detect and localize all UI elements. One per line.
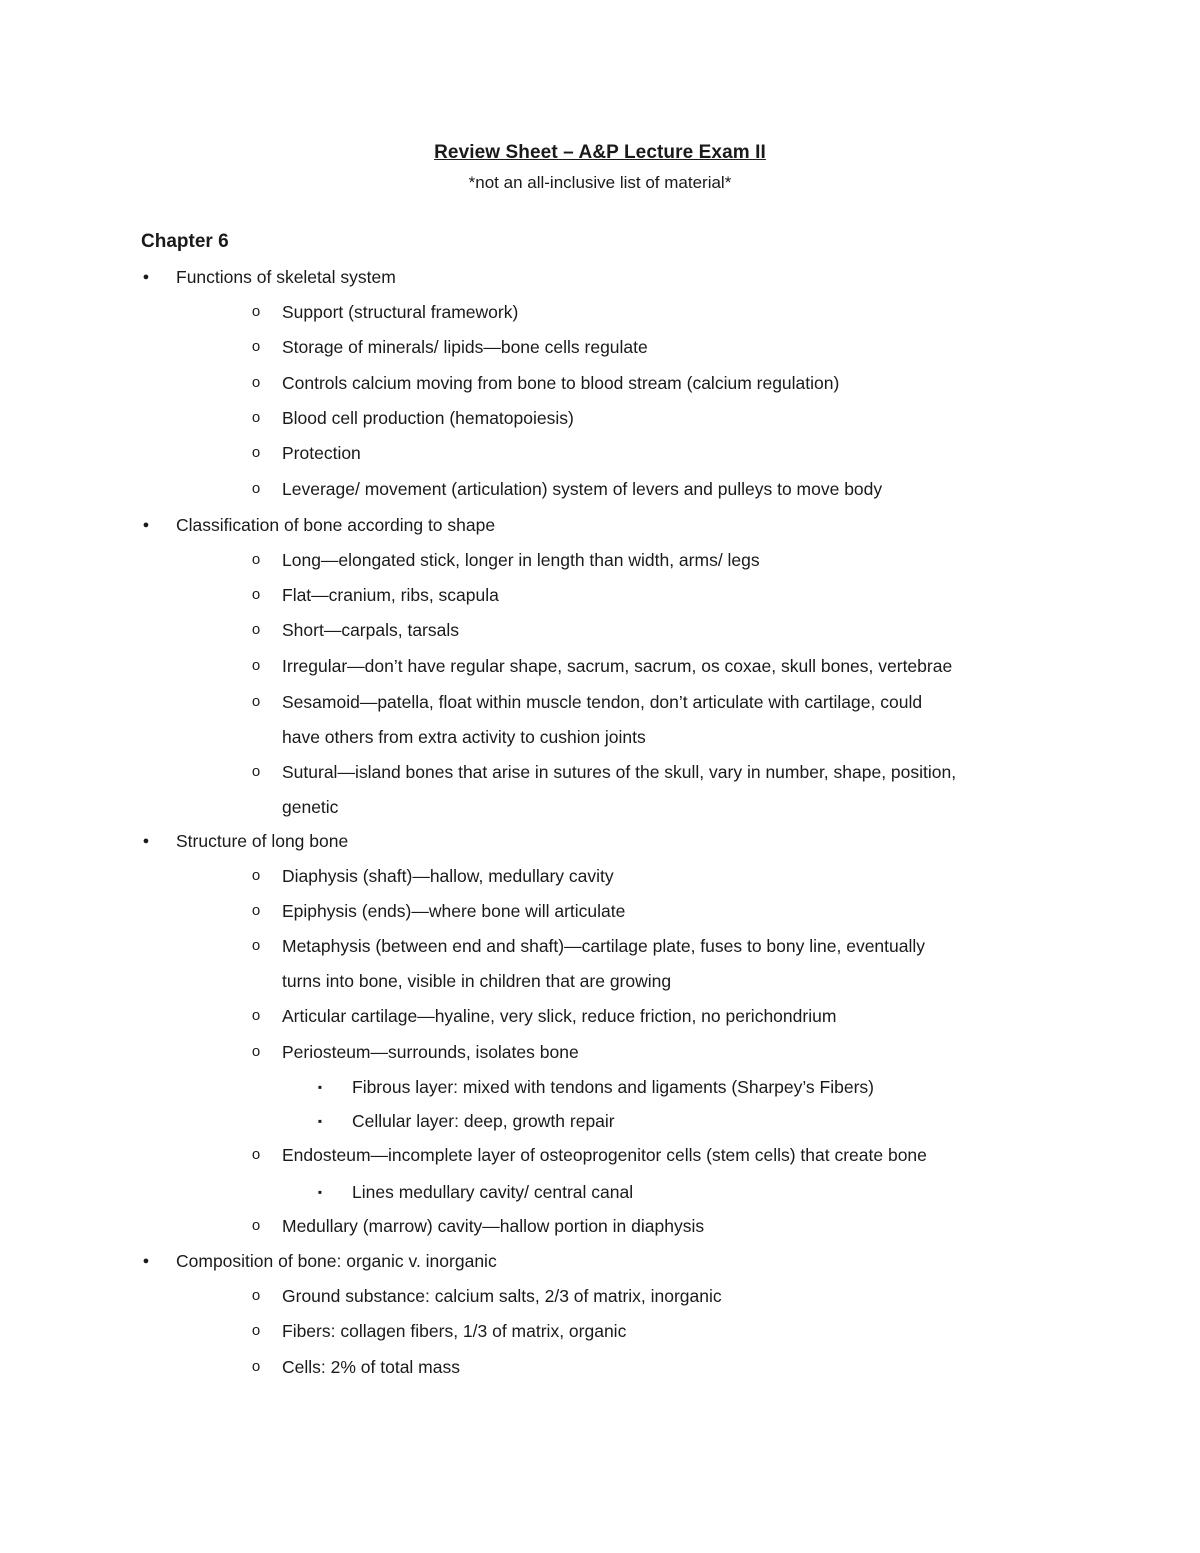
list-item: Metaphysis (between end and shaft)—cartilage plate, fuses to bony line, eventually [282,936,926,956]
circle-bullet-icon: o [251,1007,261,1024]
list-item: have others from extra activity to cushion joints [282,727,646,747]
circle-bullet-icon: o [251,551,261,568]
circle-bullet-icon: o [251,902,261,919]
circle-bullet-icon: o [251,480,261,497]
list-item: Sesamoid—patella, float within muscle tendon, don’t articulate with cartilage, could [282,692,923,712]
list-item: Medullary (marrow) cavity—hallow portion in diaphysis [282,1216,705,1236]
circle-bullet-icon: o [251,374,261,391]
list-item: Structure of long bone [176,831,349,851]
list-item: Composition of bone: organic v. inorganic [176,1251,497,1271]
list-item: genetic [282,797,339,817]
list-item: Cellular layer: deep, growth repair [352,1111,615,1131]
circle-bullet-icon: o [251,338,261,355]
circle-bullet-icon: o [251,1322,261,1339]
list-item: Irregular—don’t have regular shape, sacrum, sacrum, os coxae, skull bones, vertebrae [282,656,953,676]
bullet-icon: ● [142,271,150,283]
list-item: Leverage/ movement (articulation) system of levers and pulleys to move body [282,479,883,499]
list-item: Cells: 2% of total mass [282,1357,460,1377]
circle-bullet-icon: o [251,303,261,320]
bullet-icon: ● [142,835,150,847]
list-item: Storage of minerals/ lipids—bone cells regulate [282,337,648,357]
list-item: Epiphysis (ends)—where bone will articulate [282,901,626,921]
list-item: Short—carpals, tarsals [282,620,460,640]
list-item: Periosteum—surrounds, isolates bone [282,1042,579,1062]
list-item: Classification of bone according to shape [176,515,496,535]
circle-bullet-icon: o [251,1217,261,1234]
list-item: Blood cell production (hematopoiesis) [282,408,574,428]
list-item: Flat—cranium, ribs, scapula [282,585,499,605]
circle-bullet-icon: o [251,409,261,426]
circle-bullet-icon: o [251,763,261,780]
list-item: Protection [282,443,361,463]
list-item: turns into bone, visible in children that are growing [282,971,672,991]
circle-bullet-icon: o [251,586,261,603]
chapter-heading: Chapter 6 [141,231,229,252]
list-item: Support (structural framework) [282,302,519,322]
circle-bullet-icon: o [251,1287,261,1304]
circle-bullet-icon: o [251,867,261,884]
list-item: Sutural—island bones that arise in sutures of the skull, vary in number, shape, position, [282,762,957,782]
list-item: Lines medullary cavity/ central canal [352,1182,634,1202]
list-item: Ground substance: calcium salts, 2/3 of matrix, inorganic [282,1286,722,1306]
circle-bullet-icon: o [251,444,261,461]
circle-bullet-icon: o [251,1043,261,1060]
circle-bullet-icon: o [251,693,261,710]
circle-bullet-icon: o [251,937,261,954]
list-item: Functions of skeletal system [176,267,396,287]
list-item: Fibrous layer: mixed with tendons and ligaments (Sharpey’s Fibers) [352,1077,874,1097]
circle-bullet-icon: o [251,657,261,674]
square-bullet-icon: ▪ [317,1080,323,1094]
square-bullet-icon: ▪ [317,1185,323,1199]
circle-bullet-icon: o [251,621,261,638]
circle-bullet-icon: o [251,1358,261,1375]
list-item: Diaphysis (shaft)—hallow, medullary cavity [282,866,614,886]
page-subtitle: *not an all-inclusive list of material* [468,173,732,192]
bullet-icon: ● [142,519,150,531]
bullet-icon: ● [142,1255,150,1267]
list-item: Long—elongated stick, longer in length than width, arms/ legs [282,550,760,570]
list-item: Articular cartilage—hyaline, very slick, reduce friction, no perichondrium [282,1006,837,1026]
list-item: Endosteum—incomplete layer of osteoprogenitor cells (stem cells) that create bone [282,1145,927,1165]
list-item: Fibers: collagen fibers, 1/3 of matrix, organic [282,1321,627,1341]
list-item: Controls calcium moving from bone to blood stream (calcium regulation) [282,373,840,393]
page-title: Review Sheet – A&P Lecture Exam II [434,142,766,163]
circle-bullet-icon: o [251,1146,261,1163]
square-bullet-icon: ▪ [317,1114,323,1128]
